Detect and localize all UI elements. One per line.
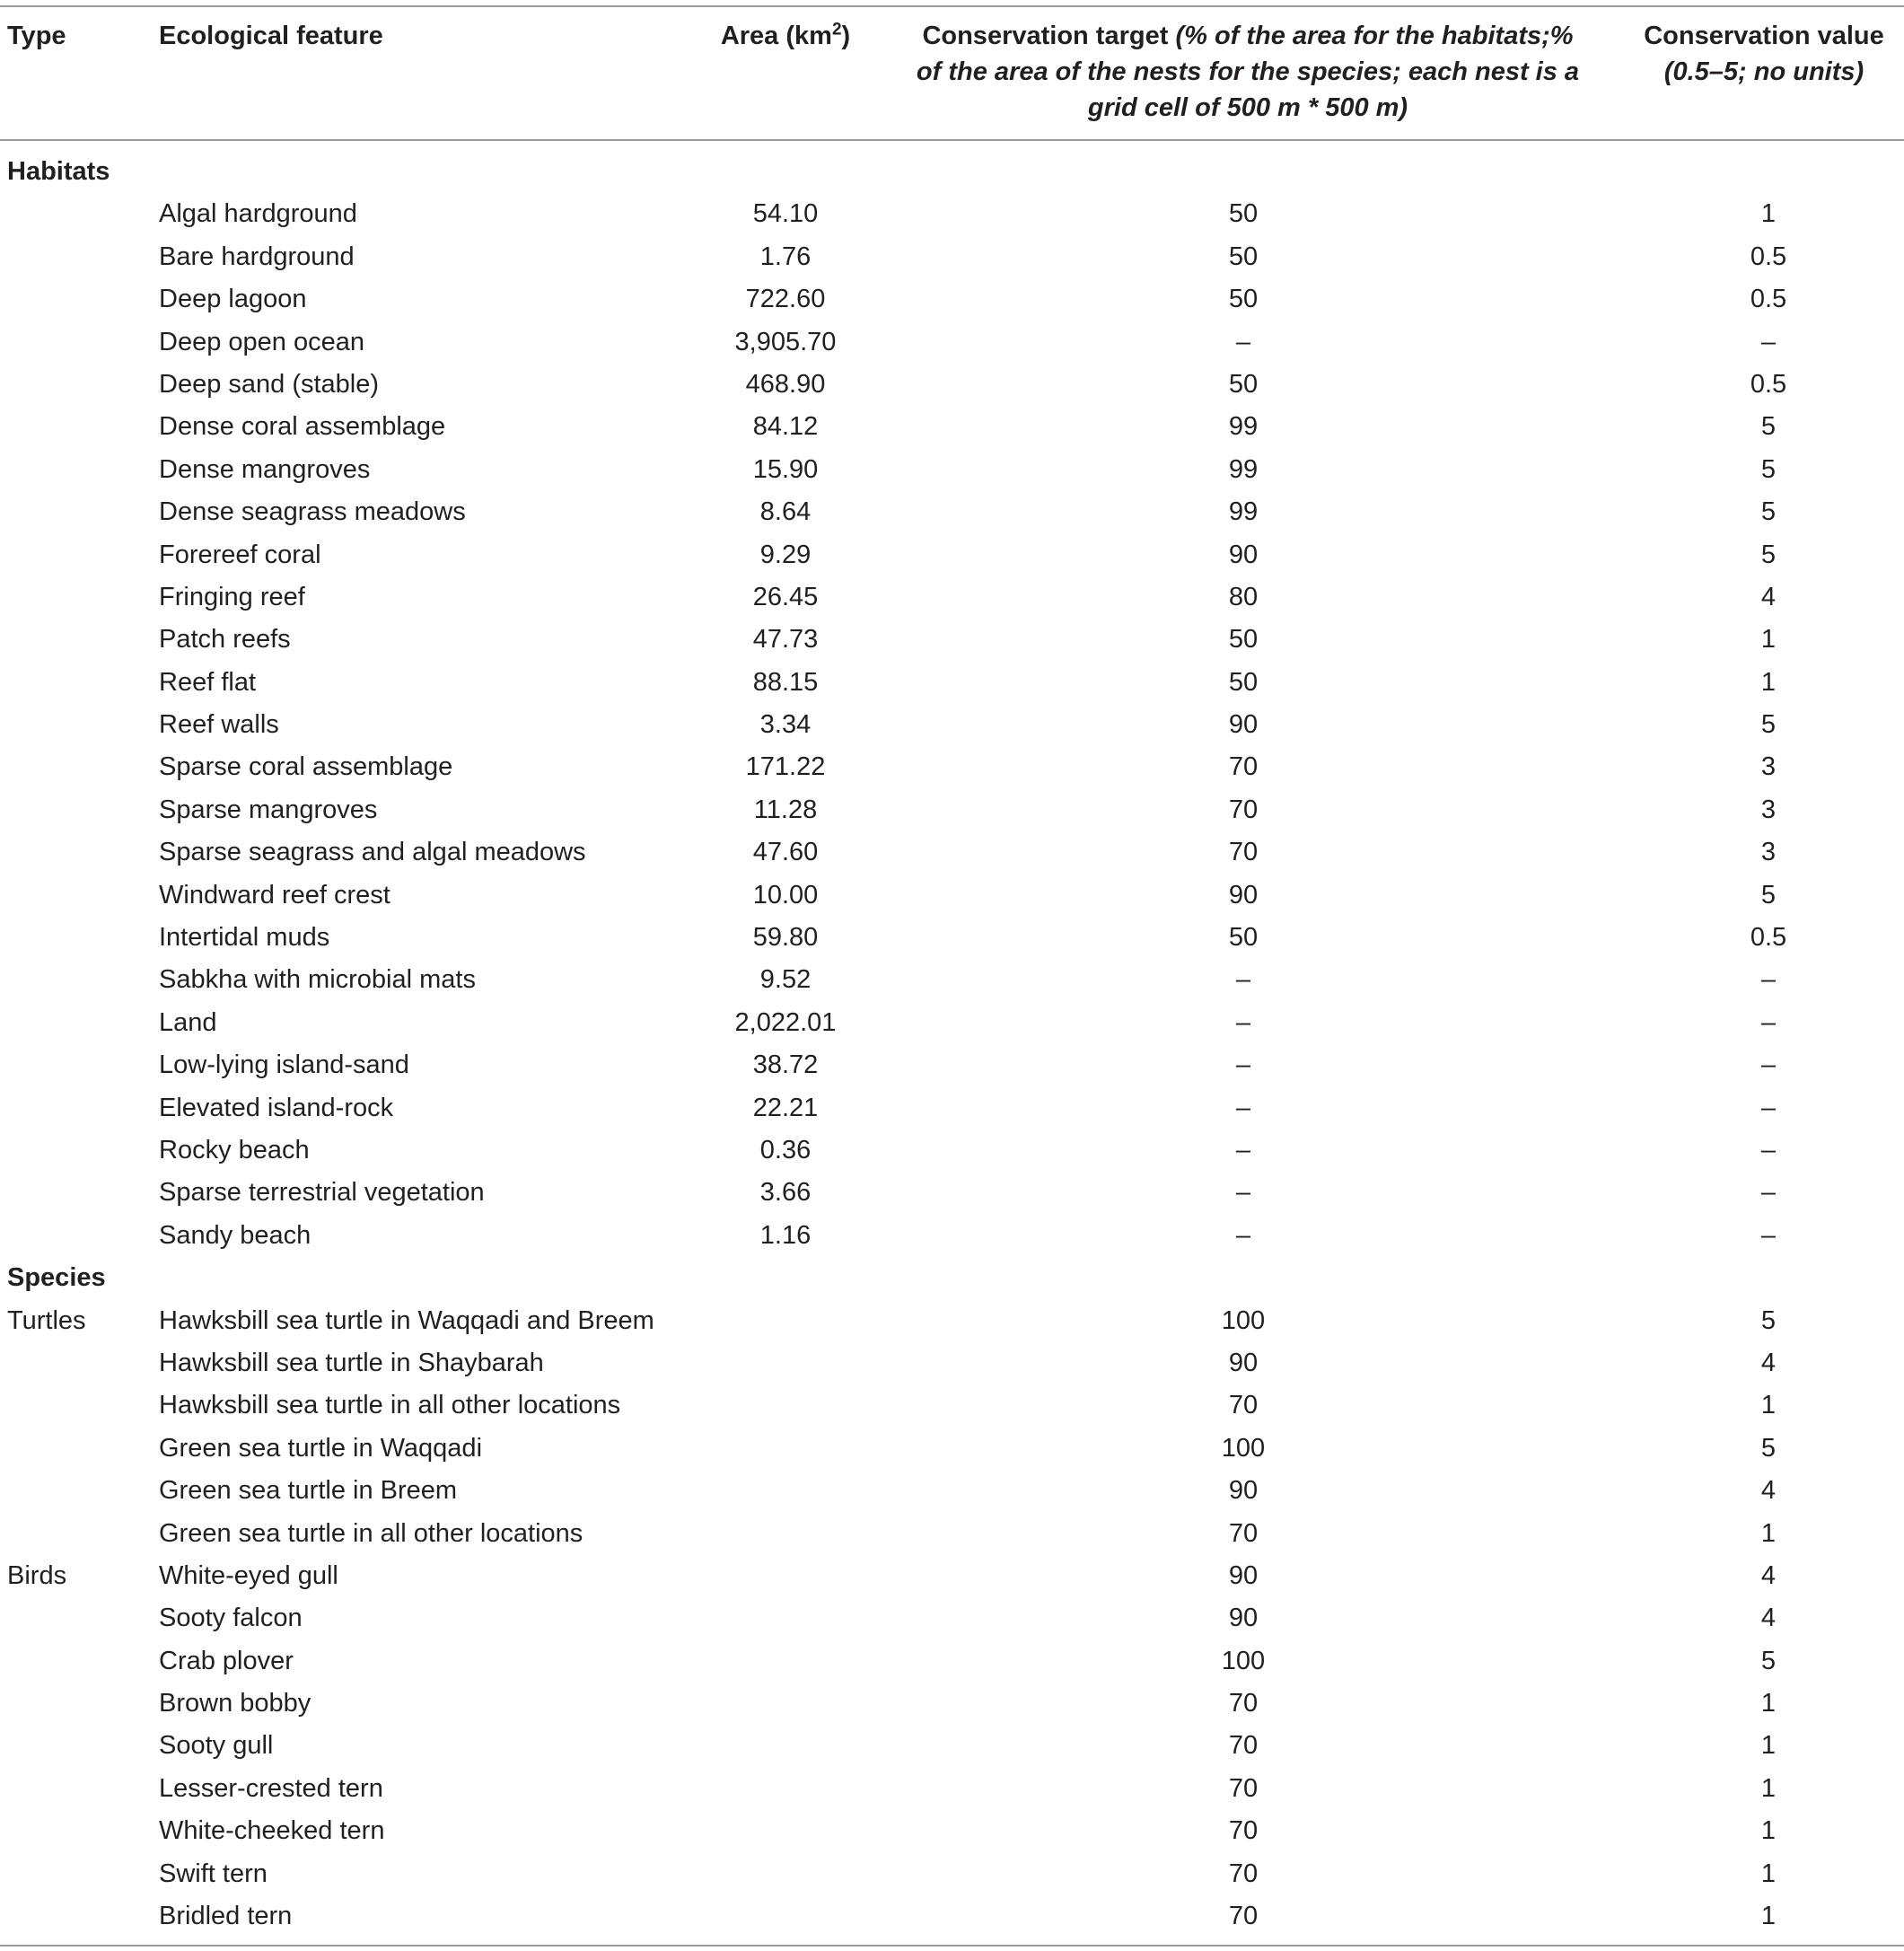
cell-ecological-feature: Sandy beach [159,1220,311,1250]
table-row [0,1853,1904,1895]
cell-ecological-feature: Swift tern [159,1859,268,1888]
cell-ecological-feature: Windward reef crest [159,880,390,910]
cell-conservation-target: 70 [1228,1731,1259,1761]
cell-conservation-target: 90 [1228,1476,1259,1506]
table-row [0,1597,1904,1639]
cell-conservation-target: 70 [1228,795,1259,824]
cell-area: 47.60 [752,838,819,867]
section-species [0,1257,1904,1299]
table-row [0,1384,1904,1427]
cell-conservation-value: 1 [1760,667,1777,697]
table-row [0,449,1904,491]
table-row [0,874,1904,917]
table-body [0,151,1904,1938]
cell-conservation-value: 5 [1760,880,1777,910]
cell-conservation-target: 50 [1228,667,1259,697]
table-row [0,662,1904,704]
cell-conservation-target: 70 [1228,838,1259,867]
cell-conservation-value: – [1760,1220,1777,1250]
cell-conservation-target: – [1235,1135,1251,1164]
cell-ecological-feature: Deep lagoon [159,285,307,314]
header-conservation-value: Conservation value (0.5–5; no units) [1644,22,1884,86]
cell-ecological-feature: Sparse seagrass and algal meadows [159,838,586,867]
cell-ecological-feature: Patch reefs [159,625,291,655]
cell-conservation-value: – [1760,1093,1777,1122]
table-row [0,1895,1904,1938]
cell-ecological-feature: Algal hardground [159,199,357,229]
table-row [0,321,1904,364]
cell-conservation-value: 1 [1760,1859,1777,1888]
table-row [0,491,1904,533]
cell-area: 1.16 [759,1220,812,1250]
cell-ecological-feature: Reef flat [159,667,256,697]
cell-conservation-target: 100 [1221,1646,1266,1675]
cell-ecological-feature: Hawksbill sea turtle in Shaybarah [159,1348,544,1377]
cell-conservation-value: 5 [1760,1305,1777,1335]
cell-ecological-feature: Dense seagrass meadows [159,497,466,527]
cell-conservation-value: 4 [1760,1476,1777,1506]
cell-conservation-target: 100 [1221,1433,1266,1463]
cell-conservation-target: – [1235,1178,1251,1208]
cell-conservation-value: 1 [1760,1731,1777,1761]
cell-conservation-value: 1 [1760,1391,1777,1420]
cell-conservation-value: 3 [1760,752,1777,782]
header-ecological-feature: Ecological feature [159,22,383,50]
cell-conservation-value: – [1760,965,1777,995]
table-row [0,364,1904,406]
cell-conservation-value: 0.5 [1750,242,1787,271]
cell-conservation-target: 70 [1228,1902,1259,1931]
table-row [0,1555,1904,1597]
table-row [0,1087,1904,1129]
cell-conservation-target: 90 [1228,880,1259,910]
cell-conservation-value: 1 [1760,199,1777,229]
table-row [0,789,1904,831]
cell-area: 9.29 [759,540,812,569]
cell-area: 84.12 [752,412,819,442]
cell-ecological-feature: Deep open ocean [159,327,364,356]
cell-conservation-target: 100 [1221,1305,1266,1335]
cell-ecological-feature: Forereef coral [159,540,321,569]
table-row [0,704,1904,746]
cell-conservation-value: 1 [1760,1689,1777,1718]
cell-ecological-feature: Intertidal muds [159,923,330,953]
table-row [0,831,1904,874]
cell-ecological-feature: Lesser-crested tern [159,1773,383,1803]
table-header [0,0,1904,139]
cell-conservation-value: 3 [1760,795,1777,824]
cell-conservation-value: 0.5 [1750,369,1787,399]
cell-conservation-value: 1 [1760,1816,1777,1846]
cell-ecological-feature: Bare hardground [159,242,355,271]
cell-conservation-value: 4 [1760,1348,1777,1377]
cell-ecological-feature: Hawksbill sea turtle in Waqqadi and Breem [159,1305,654,1335]
cell-conservation-value: 3 [1760,838,1777,867]
cell-area: 9.52 [759,965,812,995]
cell-area: 22.21 [752,1093,819,1122]
cell-area: 54.10 [752,199,819,229]
cell-area: 26.45 [752,582,819,611]
cell-area: 171.22 [745,752,826,782]
cell-area: 59.80 [752,923,819,953]
table-row [0,959,1904,1001]
table-bottom-rule [0,1945,1904,1947]
cell-area: 8.64 [759,497,812,527]
table-row [0,1172,1904,1214]
table-row [0,1129,1904,1172]
cell-area: 15.90 [752,454,819,484]
cell-ecological-feature: Dense mangroves [159,454,371,484]
table-row [0,1640,1904,1683]
cell-conservation-target: 50 [1228,199,1259,229]
cell-conservation-value: 1 [1760,1518,1777,1548]
cell-ecological-feature: White-eyed gull [159,1560,338,1590]
cell-area: 38.72 [752,1050,819,1080]
cell-ecological-feature: Hawksbill sea turtle in all other locations [159,1391,621,1420]
cell-ecological-feature: Green sea turtle in Waqqadi [159,1433,483,1463]
cell-conservation-target: 90 [1228,1560,1259,1590]
cell-conservation-target: 50 [1228,369,1259,399]
cell-ecological-feature: Green sea turtle in Breem [159,1476,458,1506]
table-row [0,278,1904,321]
cell-type: Birds [7,1560,67,1590]
cell-ecological-feature: Sooty falcon [159,1604,303,1633]
cell-conservation-target: 70 [1228,1816,1259,1846]
section-label: Species [7,1263,106,1293]
cell-conservation-target: – [1235,327,1251,356]
header-conservation-target: Conservation target (% of the area for the habitats;% of the area of the nests for the species; each nest is a grid cell of 500 m * 500 m) [916,22,1580,122]
cell-conservation-value: 5 [1760,454,1777,484]
cell-ecological-feature: Rocky beach [159,1135,310,1164]
cell-conservation-value: 5 [1760,710,1777,740]
cell-area: 2,022.01 [734,1007,837,1037]
cell-conservation-target: 50 [1228,242,1259,271]
table-row [0,534,1904,576]
cell-area: 468.90 [745,369,826,399]
header-bottom-rule [0,139,1904,141]
cell-conservation-value: 5 [1760,412,1777,442]
section-habitats [0,151,1904,193]
cell-conservation-target: – [1235,1050,1251,1080]
cell-conservation-value: 5 [1760,1646,1777,1675]
cell-ecological-feature: Green sea turtle in all other locations [159,1518,583,1548]
cell-conservation-value: 4 [1760,1560,1777,1590]
table-row [0,576,1904,619]
cell-ecological-feature: Elevated island-rock [159,1093,394,1122]
table-row [0,193,1904,235]
table-row [0,1683,1904,1725]
table-row [0,1428,1904,1470]
cell-ecological-feature: Sparse coral assemblage [159,752,453,782]
cell-conservation-target: 70 [1228,1689,1259,1718]
cell-conservation-target: 90 [1228,1348,1259,1377]
section-label: Habitats [7,157,110,186]
cell-conservation-target: 90 [1228,710,1259,740]
header-type: Type [7,22,66,50]
table-row [0,1470,1904,1512]
cell-ecological-feature: Low-lying island-sand [159,1050,409,1080]
cell-area: 1.76 [759,242,812,271]
cell-conservation-value: 0.5 [1750,285,1787,314]
cell-conservation-target: 70 [1228,1518,1259,1548]
cell-conservation-target: 99 [1228,454,1259,484]
cell-conservation-target: 70 [1228,1773,1259,1803]
cell-conservation-value: 1 [1760,1773,1777,1803]
table-row [0,406,1904,448]
cell-conservation-value: 1 [1760,1902,1777,1931]
cell-conservation-target: 70 [1228,752,1259,782]
cell-conservation-value: 1 [1760,625,1777,655]
cell-area: 722.60 [745,285,826,314]
table-row [0,746,1904,788]
table-row [0,1513,1904,1555]
cell-area: 88.15 [752,667,819,697]
cell-conservation-value: – [1760,327,1777,356]
cell-conservation-target: – [1235,1007,1251,1037]
table-row [0,619,1904,661]
cell-area: 3.34 [759,710,812,740]
cell-area: 47.73 [752,625,819,655]
table-row [0,1768,1904,1810]
cell-conservation-target: 99 [1228,412,1259,442]
cell-conservation-target: 50 [1228,625,1259,655]
cell-ecological-feature: Dense coral assemblage [159,412,446,442]
cell-ecological-feature: Sabkha with microbial mats [159,965,476,995]
cell-conservation-target: – [1235,1220,1251,1250]
cell-type: Turtles [7,1305,86,1335]
cell-conservation-value: 5 [1760,1433,1777,1463]
cell-conservation-value: 5 [1760,497,1777,527]
cell-area: 10.00 [752,880,819,910]
cell-area: 11.28 [753,795,818,824]
cell-conservation-value: – [1760,1178,1777,1208]
cell-conservation-value: – [1760,1007,1777,1037]
cell-conservation-target: – [1235,965,1251,995]
table-row [0,1725,1904,1767]
cell-conservation-target: 90 [1228,1604,1259,1633]
cell-ecological-feature: Deep sand (stable) [159,369,380,399]
cell-conservation-target: 50 [1228,285,1259,314]
table-row [0,1300,1904,1342]
cell-conservation-target: 99 [1228,497,1259,527]
table-row [0,1044,1904,1086]
table-row [0,1810,1904,1852]
cell-area: 3.66 [759,1178,812,1208]
table-row [0,1342,1904,1384]
table-row [0,917,1904,959]
cell-ecological-feature: Fringing reef [159,582,305,611]
cell-conservation-target: 50 [1228,923,1259,953]
cell-conservation-target: 70 [1228,1859,1259,1888]
cell-area: 3,905.70 [734,327,837,356]
cell-conservation-value: – [1760,1135,1777,1164]
table-row [0,1215,1904,1257]
cell-ecological-feature: Land [159,1007,217,1037]
cell-conservation-value: 4 [1760,1604,1777,1633]
cell-ecological-feature: Reef walls [159,710,279,740]
cell-conservation-value: – [1760,1050,1777,1080]
cell-ecological-feature: Sparse terrestrial vegetation [159,1178,485,1208]
cell-ecological-feature: White-cheeked tern [159,1816,385,1846]
cell-conservation-target: 80 [1228,582,1259,611]
table-row [0,236,1904,278]
cell-conservation-value: 5 [1760,540,1777,569]
cell-conservation-value: 4 [1760,582,1777,611]
cell-ecological-feature: Sooty gull [159,1731,274,1761]
cell-area: 0.36 [759,1135,812,1164]
cell-ecological-feature: Sparse mangroves [159,795,378,824]
cell-conservation-value: 0.5 [1750,923,1787,953]
table-row [0,1002,1904,1044]
header-area: Area $(km^2)$ [720,20,851,50]
cell-conservation-target: – [1235,1093,1251,1122]
cell-ecological-feature: Brown bobby [159,1689,311,1718]
cell-ecological-feature: Crab plover [159,1646,294,1675]
cell-conservation-target: 90 [1228,540,1259,569]
cell-conservation-target: 70 [1228,1391,1259,1420]
cell-ecological-feature: Bridled tern [159,1902,293,1931]
